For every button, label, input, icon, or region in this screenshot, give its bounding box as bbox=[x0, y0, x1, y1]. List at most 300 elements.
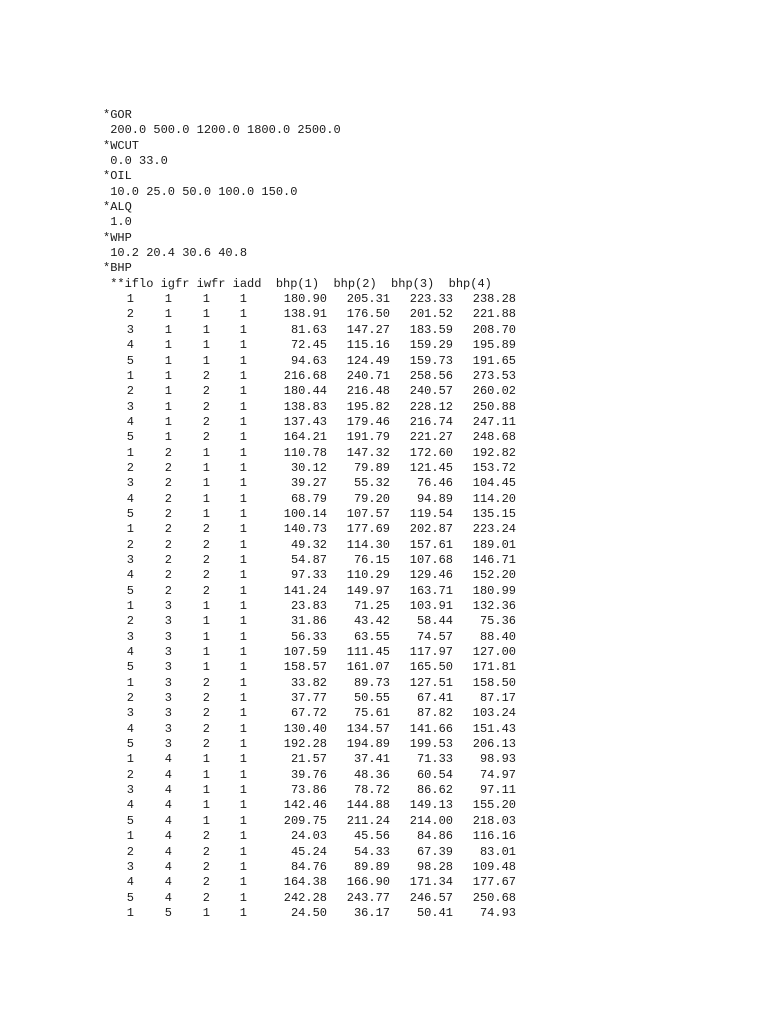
bhp1-cell: 67.72 bbox=[290, 706, 327, 721]
igfr-cell: 4 bbox=[164, 767, 172, 782]
table-row bbox=[103, 737, 516, 752]
table-row bbox=[103, 814, 516, 829]
bhp1-cell: 140.73 bbox=[283, 522, 327, 537]
iflo-cell: 1 bbox=[126, 905, 134, 920]
iflo-cell: 2 bbox=[126, 307, 134, 322]
bhp4-cell: 206.13 bbox=[472, 737, 516, 752]
bhp3-cell: 171.34 bbox=[409, 875, 453, 890]
bhp4-cell: 273.53 bbox=[472, 368, 516, 383]
bhp4-cell: 247.11 bbox=[472, 414, 516, 429]
iwfr-cell: 1 bbox=[202, 905, 210, 920]
table-row bbox=[103, 722, 516, 737]
table-row bbox=[103, 338, 516, 353]
iflo-cell: 3 bbox=[126, 629, 134, 644]
bhp4-cell: 180.99 bbox=[472, 583, 516, 598]
iadd-cell: 1 bbox=[239, 307, 247, 322]
bhp2-cell: 161.07 bbox=[346, 660, 390, 675]
iwfr-cell: 2 bbox=[202, 368, 210, 383]
table-row bbox=[103, 584, 516, 599]
iwfr-cell: 1 bbox=[202, 307, 210, 322]
bhp2-cell: 194.89 bbox=[346, 737, 390, 752]
bhp2-cell: 43.42 bbox=[353, 614, 390, 629]
table-row bbox=[103, 676, 516, 691]
iadd-cell: 1 bbox=[239, 460, 247, 475]
bhp2-cell: 48.36 bbox=[353, 767, 390, 782]
bhp4-cell: 153.72 bbox=[472, 460, 516, 475]
igfr-cell: 2 bbox=[164, 491, 172, 506]
alq-keyword: *ALQ bbox=[103, 200, 132, 215]
igfr-cell: 3 bbox=[164, 675, 172, 690]
iwfr-cell: 2 bbox=[202, 430, 210, 445]
bhp3-cell: 94.89 bbox=[416, 491, 453, 506]
iwfr-cell: 2 bbox=[202, 552, 210, 567]
iwfr-cell: 1 bbox=[202, 660, 210, 675]
igfr-cell: 3 bbox=[164, 629, 172, 644]
bhp4-cell: 208.70 bbox=[472, 322, 516, 337]
bhp3-cell: 223.33 bbox=[409, 292, 453, 307]
table-row bbox=[103, 875, 516, 890]
bhp1-cell: 242.28 bbox=[283, 890, 327, 905]
bhp4-cell: 248.68 bbox=[472, 430, 516, 445]
iwfr-cell: 1 bbox=[202, 783, 210, 798]
bhp4-cell: 98.93 bbox=[479, 752, 516, 767]
table-row bbox=[103, 891, 516, 906]
bhp1-cell: 73.86 bbox=[290, 783, 327, 798]
bhp2-cell: 79.89 bbox=[353, 460, 390, 475]
iadd-cell: 1 bbox=[239, 706, 247, 721]
table-row bbox=[103, 538, 516, 553]
iwfr-cell: 2 bbox=[202, 829, 210, 844]
bhp3-cell: 258.56 bbox=[409, 368, 453, 383]
bhp4-cell: 103.24 bbox=[472, 706, 516, 721]
wcut-keyword: *WCUT bbox=[103, 138, 140, 153]
bhp1-cell: 137.43 bbox=[283, 414, 327, 429]
igfr-cell: 1 bbox=[164, 399, 172, 414]
bhp1-cell: 138.83 bbox=[283, 399, 327, 414]
igfr-cell: 4 bbox=[164, 783, 172, 798]
bhp2-cell: 55.32 bbox=[353, 476, 390, 491]
igfr-cell: 2 bbox=[164, 537, 172, 552]
iflo-cell: 5 bbox=[126, 353, 134, 368]
table-row bbox=[103, 783, 516, 798]
bhp3-cell: 87.82 bbox=[416, 706, 453, 721]
iadd-cell: 1 bbox=[239, 368, 247, 383]
table-row bbox=[103, 369, 516, 384]
table-row bbox=[103, 845, 516, 860]
iwfr-cell: 2 bbox=[202, 844, 210, 859]
iadd-cell: 1 bbox=[239, 829, 247, 844]
bhp2-cell: 114.30 bbox=[346, 537, 390, 552]
bhp3-cell: 67.39 bbox=[416, 844, 453, 859]
iwfr-cell: 2 bbox=[202, 522, 210, 537]
bhp1-cell: 180.90 bbox=[283, 292, 327, 307]
bhp2-cell: 37.41 bbox=[353, 752, 390, 767]
iwfr-cell: 1 bbox=[202, 491, 210, 506]
iadd-cell: 1 bbox=[239, 675, 247, 690]
bhp2-cell: 195.82 bbox=[346, 399, 390, 414]
igfr-cell: 5 bbox=[164, 905, 172, 920]
iflo-cell: 5 bbox=[126, 583, 134, 598]
bhp4-cell: 260.02 bbox=[472, 384, 516, 399]
wcut-values: 0.0 33.0 bbox=[103, 154, 168, 169]
bhp1-cell: 23.83 bbox=[290, 599, 327, 613]
iflo-cell: 3 bbox=[126, 476, 134, 491]
table-row bbox=[103, 553, 516, 568]
bhp2-cell: 216.48 bbox=[346, 384, 390, 399]
igfr-cell: 2 bbox=[164, 460, 172, 475]
iwfr-cell: 2 bbox=[202, 875, 210, 890]
bhp2-cell: 134.57 bbox=[346, 721, 390, 736]
bhp3-cell: 202.87 bbox=[409, 522, 453, 537]
bhp3-cell: 71.33 bbox=[416, 752, 453, 767]
bhp-table-header: **iflo igfr iwfr iadd bhp(1) bhp(2) bhp(3) bhp(4) bbox=[103, 276, 492, 291]
bhp1-cell: 209.75 bbox=[283, 813, 327, 828]
iadd-cell: 1 bbox=[239, 445, 247, 460]
bhp4-cell: 97.11 bbox=[479, 783, 516, 798]
bhp1-cell: 216.68 bbox=[283, 368, 327, 383]
bhp3-cell: 216.74 bbox=[409, 414, 453, 429]
table-row bbox=[103, 307, 516, 322]
bhp3-cell: 149.13 bbox=[409, 798, 453, 813]
bhp1-cell: 81.63 bbox=[290, 322, 327, 337]
igfr-cell: 2 bbox=[164, 506, 172, 521]
igfr-cell: 2 bbox=[164, 476, 172, 491]
bhp1-cell: 141.24 bbox=[283, 583, 327, 598]
igfr-cell: 1 bbox=[164, 384, 172, 399]
bhp4-cell: 250.68 bbox=[472, 890, 516, 905]
igfr-cell: 1 bbox=[164, 307, 172, 322]
bhp2-cell: 243.77 bbox=[346, 890, 390, 905]
iadd-cell: 1 bbox=[239, 568, 247, 583]
iwfr-cell: 2 bbox=[202, 675, 210, 690]
iwfr-cell: 2 bbox=[202, 414, 210, 429]
table-row bbox=[103, 476, 516, 491]
iflo-cell: 5 bbox=[126, 660, 134, 675]
bhp4-cell: 146.71 bbox=[472, 552, 516, 567]
bhp4-cell: 152.20 bbox=[472, 568, 516, 583]
iwfr-cell: 1 bbox=[202, 767, 210, 782]
bhp2-cell: 191.79 bbox=[346, 430, 390, 445]
bhp2-cell: 76.15 bbox=[353, 552, 390, 567]
bhp3-cell: 84.86 bbox=[416, 829, 453, 844]
table-row bbox=[103, 492, 516, 507]
bhp4-cell: 158.50 bbox=[472, 675, 516, 690]
iadd-cell: 1 bbox=[239, 629, 247, 644]
bhp4-cell: 171.81 bbox=[472, 660, 516, 675]
bhp3-cell: 127.51 bbox=[409, 675, 453, 690]
iadd-cell: 1 bbox=[239, 399, 247, 414]
vfp-table-document bbox=[103, 108, 516, 921]
bhp1-cell: 24.03 bbox=[290, 829, 327, 844]
table-row bbox=[103, 292, 516, 307]
bhp2-cell: 75.61 bbox=[353, 706, 390, 721]
iadd-cell: 1 bbox=[239, 384, 247, 399]
table-row bbox=[103, 323, 516, 338]
iwfr-cell: 1 bbox=[202, 614, 210, 629]
iwfr-cell: 1 bbox=[202, 629, 210, 644]
bhp1-cell: 97.33 bbox=[290, 568, 327, 583]
iwfr-cell: 1 bbox=[202, 338, 210, 353]
iadd-cell: 1 bbox=[239, 292, 247, 307]
bhp2-cell: 211.24 bbox=[346, 813, 390, 828]
iflo-cell: 1 bbox=[126, 368, 134, 383]
bhp1-cell: 72.45 bbox=[290, 338, 327, 353]
iadd-cell: 1 bbox=[239, 691, 247, 706]
iwfr-cell: 1 bbox=[202, 813, 210, 828]
iadd-cell: 1 bbox=[239, 844, 247, 859]
bhp4-cell: 74.97 bbox=[479, 767, 516, 782]
bhp1-cell: 56.33 bbox=[290, 629, 327, 644]
bhp3-cell: 121.45 bbox=[409, 460, 453, 475]
bhp4-cell: 75.36 bbox=[479, 614, 516, 629]
bhp1-cell: 158.57 bbox=[283, 660, 327, 675]
bhp3-cell: 221.27 bbox=[409, 430, 453, 445]
iadd-cell: 1 bbox=[239, 859, 247, 874]
bhp3-cell: 165.50 bbox=[409, 660, 453, 675]
bhp1-cell: 164.21 bbox=[283, 430, 327, 445]
iwfr-cell: 1 bbox=[202, 752, 210, 767]
bhp2-cell: 149.97 bbox=[346, 583, 390, 598]
igfr-cell: 1 bbox=[164, 414, 172, 429]
iadd-cell: 1 bbox=[239, 537, 247, 552]
bhp3-cell: 60.54 bbox=[416, 767, 453, 782]
bhp4-cell: 195.89 bbox=[472, 338, 516, 353]
iwfr-cell: 1 bbox=[202, 798, 210, 813]
iflo-cell: 2 bbox=[126, 384, 134, 399]
alq-values: 1.0 bbox=[103, 215, 132, 230]
iflo-cell: 4 bbox=[126, 338, 134, 353]
igfr-cell: 2 bbox=[164, 583, 172, 598]
iflo-cell: 1 bbox=[126, 599, 134, 613]
igfr-cell: 1 bbox=[164, 430, 172, 445]
bhp4-cell: 192.82 bbox=[472, 445, 516, 460]
iwfr-cell: 2 bbox=[202, 721, 210, 736]
iwfr-cell: 1 bbox=[202, 506, 210, 521]
igfr-cell: 3 bbox=[164, 645, 172, 660]
igfr-cell: 1 bbox=[164, 368, 172, 383]
iflo-cell: 2 bbox=[126, 460, 134, 475]
whp-values: 10.2 20.4 30.6 40.8 bbox=[103, 246, 248, 261]
iflo-cell: 3 bbox=[126, 859, 134, 874]
bhp4-cell: 74.93 bbox=[479, 905, 516, 920]
bhp2-cell: 45.56 bbox=[353, 829, 390, 844]
igfr-cell: 3 bbox=[164, 737, 172, 752]
bhp2-cell: 79.20 bbox=[353, 491, 390, 506]
bhp4-cell: 135.15 bbox=[472, 506, 516, 521]
bhp2-cell: 111.45 bbox=[346, 645, 390, 660]
bhp4-cell: 132.36 bbox=[472, 599, 516, 613]
iwfr-cell: 1 bbox=[202, 322, 210, 337]
iadd-cell: 1 bbox=[239, 491, 247, 506]
bhp4-cell: 191.65 bbox=[472, 353, 516, 368]
bhp2-cell: 144.88 bbox=[346, 798, 390, 813]
bhp3-cell: 199.53 bbox=[409, 737, 453, 752]
table-row bbox=[103, 415, 516, 430]
bhp3-cell: 201.52 bbox=[409, 307, 453, 322]
iflo-cell: 3 bbox=[126, 706, 134, 721]
bhp2-cell: 50.55 bbox=[353, 691, 390, 706]
bhp3-cell: 50.41 bbox=[416, 905, 453, 920]
table-row bbox=[103, 906, 516, 921]
iwfr-cell: 1 bbox=[202, 353, 210, 368]
iadd-cell: 1 bbox=[239, 737, 247, 752]
bhp4-cell: 109.48 bbox=[472, 859, 516, 874]
igfr-cell: 1 bbox=[164, 322, 172, 337]
igfr-cell: 3 bbox=[164, 599, 172, 613]
iadd-cell: 1 bbox=[239, 322, 247, 337]
iflo-cell: 4 bbox=[126, 721, 134, 736]
bhp2-cell: 147.32 bbox=[346, 445, 390, 460]
bhp2-cell: 36.17 bbox=[353, 905, 390, 920]
iflo-cell: 4 bbox=[126, 875, 134, 890]
bhp3-cell: 67.41 bbox=[416, 691, 453, 706]
bhp1-cell: 31.86 bbox=[290, 614, 327, 629]
iadd-cell: 1 bbox=[239, 798, 247, 813]
bhp1-cell: 180.44 bbox=[283, 384, 327, 399]
iwfr-cell: 2 bbox=[202, 691, 210, 706]
iadd-cell: 1 bbox=[239, 783, 247, 798]
bhp2-cell: 179.46 bbox=[346, 414, 390, 429]
iflo-cell: 3 bbox=[126, 399, 134, 414]
bhp2-cell: 107.57 bbox=[346, 506, 390, 521]
bhp2-cell: 124.49 bbox=[346, 353, 390, 368]
bhp3-cell: 98.28 bbox=[416, 859, 453, 874]
iadd-cell: 1 bbox=[239, 660, 247, 675]
igfr-cell: 4 bbox=[164, 859, 172, 874]
bhp1-cell: 142.46 bbox=[283, 798, 327, 813]
iwfr-cell: 1 bbox=[202, 292, 210, 307]
iwfr-cell: 1 bbox=[202, 460, 210, 475]
bhp1-cell: 49.32 bbox=[290, 537, 327, 552]
bhp3-cell: 157.61 bbox=[409, 537, 453, 552]
igfr-cell: 3 bbox=[164, 691, 172, 706]
table-row bbox=[103, 829, 516, 844]
bhp4-cell: 238.28 bbox=[472, 292, 516, 307]
bhp4-cell: 88.40 bbox=[479, 629, 516, 644]
iadd-cell: 1 bbox=[239, 875, 247, 890]
table-row bbox=[103, 430, 516, 445]
iadd-cell: 1 bbox=[239, 614, 247, 629]
iwfr-cell: 1 bbox=[202, 476, 210, 491]
bhp4-cell: 116.16 bbox=[472, 829, 516, 844]
iwfr-cell: 2 bbox=[202, 384, 210, 399]
table-row bbox=[103, 768, 516, 783]
table-row bbox=[103, 706, 516, 721]
iwfr-cell: 1 bbox=[202, 599, 210, 613]
igfr-cell: 1 bbox=[164, 353, 172, 368]
bhp3-cell: 141.66 bbox=[409, 721, 453, 736]
table-row bbox=[103, 645, 516, 660]
bhp1-cell: 107.59 bbox=[283, 645, 327, 660]
bhp2-cell: 166.90 bbox=[346, 875, 390, 890]
iadd-cell: 1 bbox=[239, 645, 247, 660]
bhp1-cell: 68.79 bbox=[290, 491, 327, 506]
bhp1-cell: 37.77 bbox=[290, 691, 327, 706]
iflo-cell: 2 bbox=[126, 844, 134, 859]
igfr-cell: 4 bbox=[164, 813, 172, 828]
iadd-cell: 1 bbox=[239, 552, 247, 567]
bhp2-cell: 89.73 bbox=[353, 675, 390, 690]
bhp4-cell: 83.01 bbox=[479, 844, 516, 859]
igfr-cell: 3 bbox=[164, 706, 172, 721]
bhp3-cell: 163.71 bbox=[409, 583, 453, 598]
iwfr-cell: 1 bbox=[202, 645, 210, 660]
bhp2-cell: 176.50 bbox=[346, 307, 390, 322]
bhp3-cell: 107.68 bbox=[409, 552, 453, 567]
bhp1-cell: 94.63 bbox=[290, 353, 327, 368]
bhp3-cell: 129.46 bbox=[409, 568, 453, 583]
iadd-cell: 1 bbox=[239, 476, 247, 491]
igfr-cell: 3 bbox=[164, 721, 172, 736]
bhp3-cell: 240.57 bbox=[409, 384, 453, 399]
table-row bbox=[103, 522, 516, 537]
bhp3-cell: 159.29 bbox=[409, 338, 453, 353]
table-row bbox=[103, 630, 516, 645]
table-row bbox=[103, 860, 516, 875]
igfr-cell: 4 bbox=[164, 752, 172, 767]
iwfr-cell: 2 bbox=[202, 583, 210, 598]
iadd-cell: 1 bbox=[239, 522, 247, 537]
bhp1-cell: 54.87 bbox=[290, 552, 327, 567]
bhp4-cell: 189.01 bbox=[472, 537, 516, 552]
bhp3-cell: 76.46 bbox=[416, 476, 453, 491]
iwfr-cell: 2 bbox=[202, 737, 210, 752]
bhp4-cell: 250.88 bbox=[472, 399, 516, 414]
iflo-cell: 1 bbox=[126, 829, 134, 844]
bhp3-cell: 183.59 bbox=[409, 322, 453, 337]
bhp1-cell: 130.40 bbox=[283, 721, 327, 736]
bhp2-cell: 110.29 bbox=[346, 568, 390, 583]
bhp3-cell: 119.54 bbox=[409, 506, 453, 521]
iflo-cell: 5 bbox=[126, 813, 134, 828]
bhp-keyword: *BHP bbox=[103, 261, 132, 276]
igfr-cell: 1 bbox=[164, 292, 172, 307]
bhp2-cell: 240.71 bbox=[346, 368, 390, 383]
bhp2-cell: 54.33 bbox=[353, 844, 390, 859]
igfr-cell: 1 bbox=[164, 338, 172, 353]
bhp1-cell: 138.91 bbox=[283, 307, 327, 322]
iwfr-cell: 1 bbox=[202, 445, 210, 460]
igfr-cell: 2 bbox=[164, 445, 172, 460]
iflo-cell: 2 bbox=[126, 537, 134, 552]
bhp-table-body bbox=[103, 292, 516, 921]
bhp4-cell: 151.43 bbox=[472, 721, 516, 736]
bhp4-cell: 218.03 bbox=[472, 813, 516, 828]
iflo-cell: 1 bbox=[126, 752, 134, 767]
bhp1-cell: 39.27 bbox=[290, 476, 327, 491]
iflo-cell: 4 bbox=[126, 414, 134, 429]
gor-values: 200.0 500.0 1200.0 1800.0 2500.0 bbox=[103, 123, 341, 138]
iadd-cell: 1 bbox=[239, 767, 247, 782]
bhp4-cell: 127.00 bbox=[472, 645, 516, 660]
iflo-cell: 2 bbox=[126, 691, 134, 706]
bhp3-cell: 74.57 bbox=[416, 629, 453, 644]
bhp4-cell: 223.24 bbox=[472, 522, 516, 537]
bhp1-cell: 30.12 bbox=[290, 460, 327, 475]
gor-keyword: *GOR bbox=[103, 108, 132, 122]
iflo-cell: 2 bbox=[126, 767, 134, 782]
bhp1-cell: 45.24 bbox=[290, 844, 327, 859]
bhp1-cell: 39.76 bbox=[290, 767, 327, 782]
iflo-cell: 1 bbox=[126, 445, 134, 460]
igfr-cell: 4 bbox=[164, 890, 172, 905]
table-row bbox=[103, 599, 516, 614]
iadd-cell: 1 bbox=[239, 583, 247, 598]
bhp3-cell: 117.97 bbox=[409, 645, 453, 660]
iflo-cell: 5 bbox=[126, 506, 134, 521]
igfr-cell: 3 bbox=[164, 660, 172, 675]
bhp2-cell: 205.31 bbox=[346, 292, 390, 307]
